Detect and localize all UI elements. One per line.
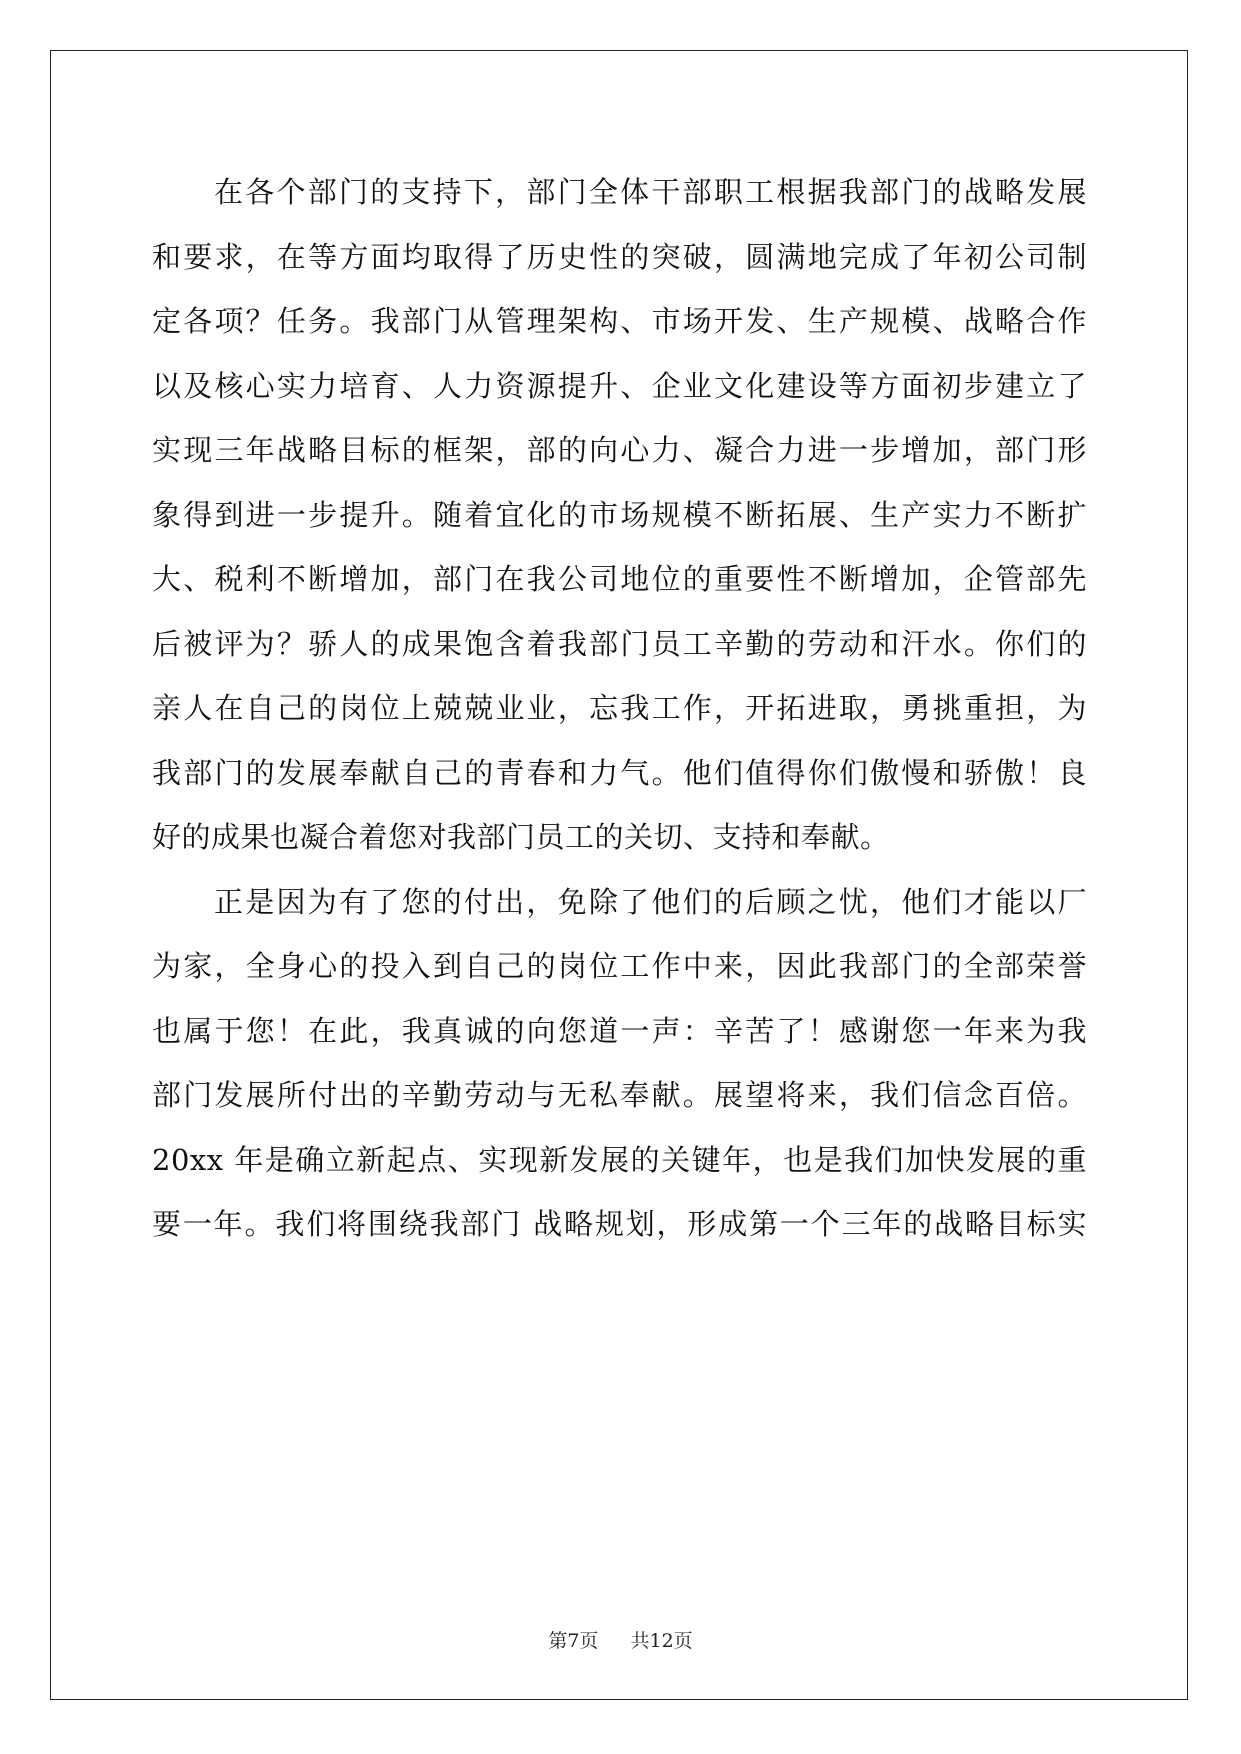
text-line: 实现三年战略目标的框架，部的向心力、凝合力进一步增加，部门形 (152, 433, 1087, 467)
page-footer (0, 1626, 1241, 1653)
text-line: 我部门的发展奉献自己的青春和力气。他们值得你们傲慢和骄傲！良 (152, 755, 1087, 790)
text-line: 在各个部门的支持下，部门全体干部职工根据我部门的战略发展 (214, 175, 1087, 209)
page-number-total: 共12页 (630, 1630, 693, 1652)
text-line: 后被评为？骄人的成果饱含着我部门员工辛勤的劳动和汗水。你们的 (152, 626, 1087, 661)
page-number-current: 第7页 (548, 1630, 599, 1652)
text-line: 定各项？任务。我部门从管理架构、市场开发、生产规模、战略合作 (152, 304, 1087, 338)
text-line: 为家，全身心的投入到自己的岗位工作中来，因此我部门的全部荣誉 (152, 949, 1087, 983)
text-line: 亲人在自己的岗位上兢兢业业，忘我工作，开拓进取，勇挑重担，为 (152, 691, 1087, 725)
text-line: 部门发展所付出的辛勤劳动与无私奉献。展望将来，我们信念百倍。 (152, 1078, 1087, 1112)
text-line: 大、税利不断增加，部门在我公司地位的重要性不断增加，企管部先 (152, 562, 1087, 596)
text-line: 也属于您！在此，我真诚的向您道一声：辛苦了！感谢您一年来为我 (152, 1013, 1087, 1048)
text-line: 20xx 年是确立新起点、实现新发展的关键年，也是我们加快发展的重 (152, 1142, 1087, 1177)
text-line: 正是因为有了您的付出，免除了他们的后顾之忧，他们才能以厂 (214, 884, 1087, 919)
text-line: 象得到进一步提升。随着宜化的市场规模不断拓展、生产实力不断扩 (152, 497, 1087, 532)
document-body (152, 160, 1087, 1257)
text-line: 好的成果也凝合着您对我部门员工的关切、支持和奉献。 (152, 820, 890, 854)
text-line: 以及核心实力培育、人力资源提升、企业文化建设等方面初步建立了 (152, 368, 1087, 403)
text-line: 和要求，在等方面均取得了历史性的突破，圆满地完成了年初公司制 (152, 239, 1087, 274)
text-line: 要一年。我们将围绕我部门 战略规划，形成第一个三年的战略目标实 (152, 1207, 1087, 1241)
